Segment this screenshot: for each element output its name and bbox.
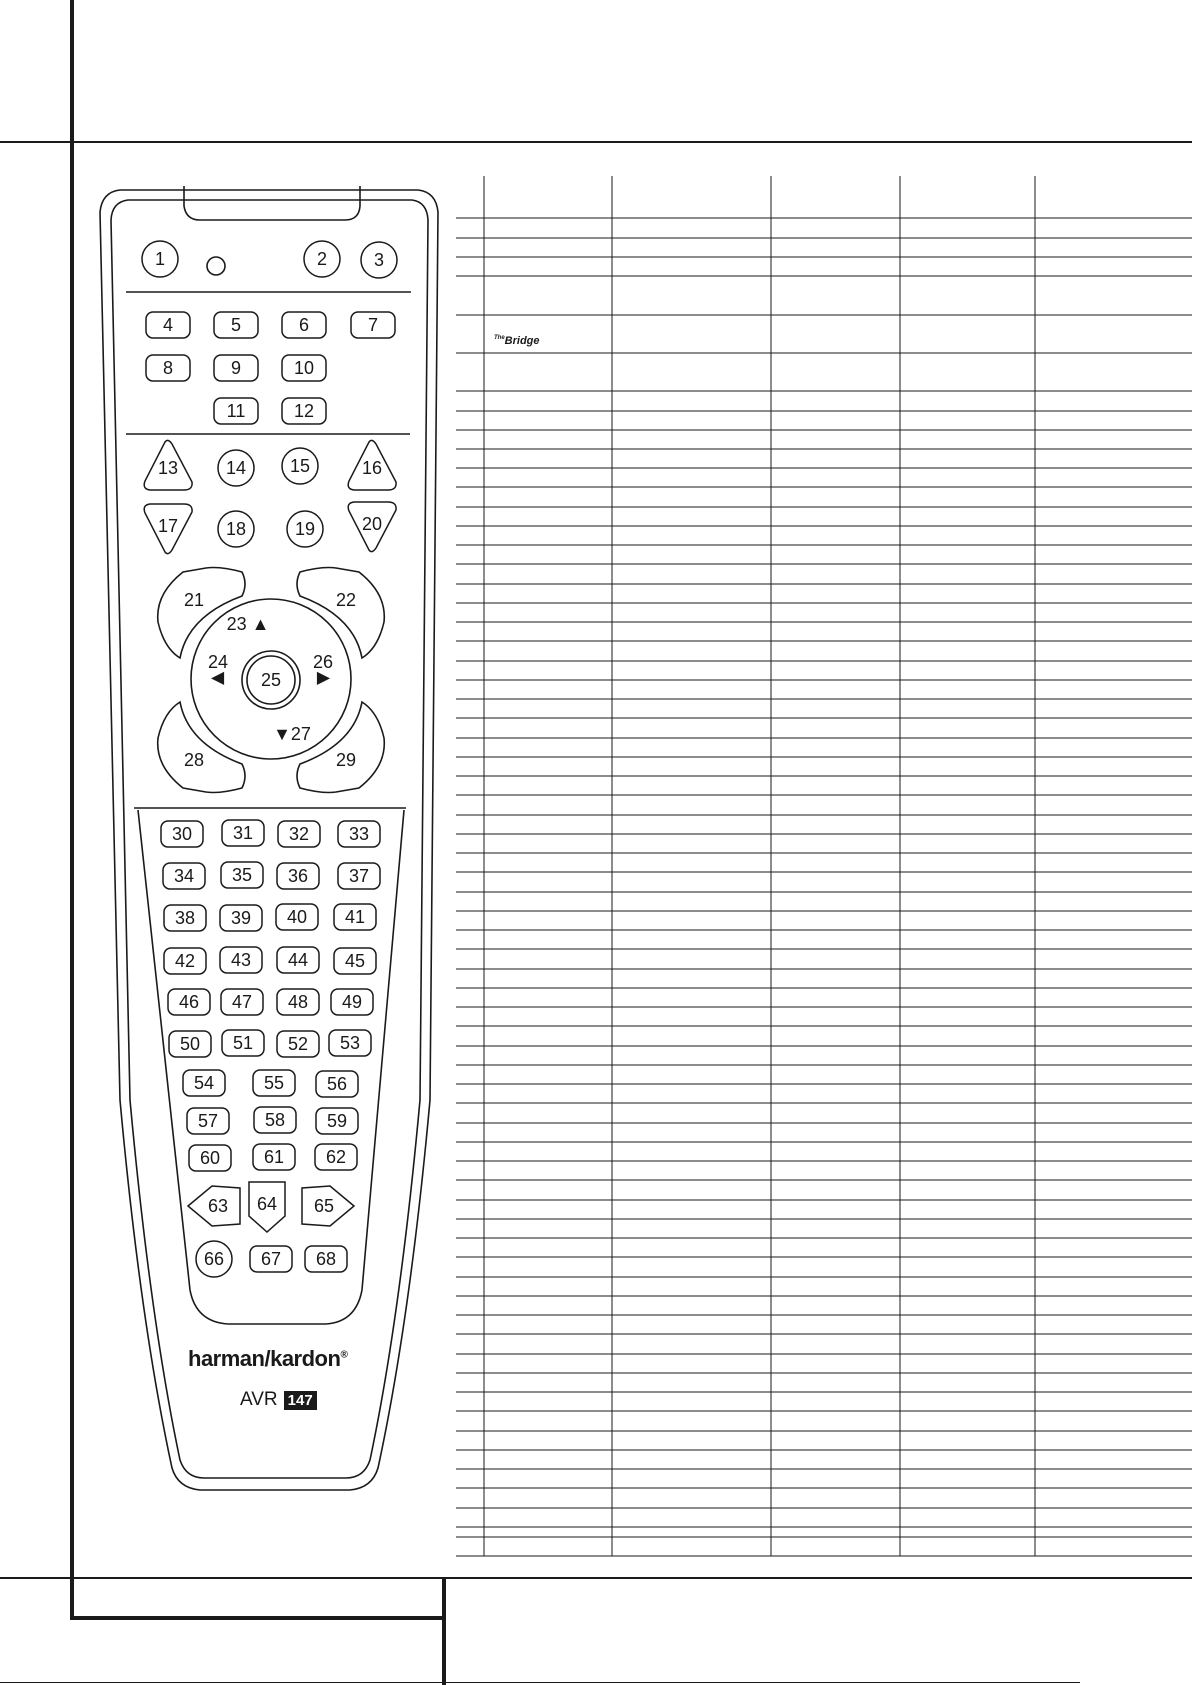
remote-button-label-22: 22 [335,590,357,610]
remote-button-label-10: 10 [293,358,315,378]
remote-button-label-64: 64 [256,1194,278,1214]
remote-button-label-33: 33 [348,824,370,844]
remote-button-label-15: 15 [289,456,311,476]
brand-name: harman/kardon [188,1346,341,1371]
model-number: 147 [284,1391,317,1410]
remote-button-label-50: 50 [179,1034,201,1054]
remote-button-label-28: 28 [183,750,205,770]
remote-button-label-38: 38 [174,908,196,928]
remote-button-label-27: ▼27 [273,724,311,744]
remote-button-label-45: 45 [344,951,366,971]
remote-button-label-35: 35 [231,865,253,885]
remote-button-label-18: 18 [225,519,247,539]
remote-button-label-26: 26 [312,652,334,672]
remote-button-label-16: 16 [361,458,383,478]
remote-button-label-1: 1 [154,249,166,269]
remote-button-label-12: 12 [293,401,315,421]
remote-button-label-65: 65 [313,1196,335,1216]
remote-button-label-42: 42 [174,951,196,971]
remote-button-label-49: 49 [341,992,363,1012]
remote-button-label-52: 52 [287,1034,309,1054]
arrow-left-icon: ◀ [212,669,224,685]
remote-button-label-66: 66 [203,1249,225,1269]
remote-button-label-32: 32 [288,824,310,844]
remote-button-label-51: 51 [232,1033,254,1053]
remote-button-label-61: 61 [263,1147,285,1167]
arrow-right-icon: ▶ [317,669,329,685]
remote-button-label-8: 8 [162,358,174,378]
bridge-logo-prefix: The [494,335,505,341]
model-prefix: AVR [240,1389,278,1410]
remote-button-label-30: 30 [171,824,193,844]
remote-button-label-57: 57 [197,1111,219,1131]
remote-button-label-9: 9 [230,358,242,378]
remote-button-label-39: 39 [230,908,252,928]
remote-button-label-68: 68 [315,1249,337,1269]
remote-button-label-5: 5 [230,315,242,335]
remote-button-label-25: 25 [260,670,282,690]
remote-button-label-37: 37 [348,866,370,886]
remote-button-label-48: 48 [287,992,309,1012]
remote-button-label-60: 60 [199,1148,221,1168]
the-bridge-logo [494,335,540,347]
remote-button-label-47: 47 [231,992,253,1012]
remote-button-label-11: 11 [226,401,246,421]
brand-registered-mark: ® [340,1349,348,1361]
remote-button-label-62: 62 [325,1147,347,1167]
remote-button-label-46: 46 [178,992,200,1012]
remote-button-label-54: 54 [193,1073,215,1093]
remote-button-label-23: 23 ▲ [226,614,270,634]
remote-button-label-19: 19 [294,519,316,539]
remote-button-label-24: 24 [207,652,229,672]
remote-button-label-4: 4 [162,315,174,335]
remote-button-label-67: 67 [260,1249,282,1269]
remote-button-label-13: 13 [157,458,179,478]
remote-button-label-3: 3 [373,250,385,270]
remote-button-label-56: 56 [326,1074,348,1094]
remote-button-label-36: 36 [287,866,309,886]
remote-button-label-40: 40 [286,907,308,927]
bridge-logo-text: Bridge [504,335,540,347]
remote-button-label-7: 7 [367,315,379,335]
remote-button-label-21: 21 [183,590,205,610]
remote-button-label-34: 34 [173,866,195,886]
remote-button-label-44: 44 [287,950,309,970]
model-badge [240,1389,317,1411]
remote-button-label-43: 43 [230,950,252,970]
remote-button-label-59: 59 [326,1111,348,1131]
remote-button-label-6: 6 [298,315,310,335]
remote-button-label-55: 55 [263,1073,285,1093]
remote-button-label-31: 31 [232,823,254,843]
remote-button-label-17: 17 [157,516,179,536]
remote-button-label-58: 58 [264,1110,286,1130]
remote-button-label-63: 63 [207,1196,229,1216]
brand-logo [188,1346,347,1372]
remote-button-label-14: 14 [225,458,247,478]
remote-button-label-29: 29 [335,750,357,770]
remote-button-label-53: 53 [339,1033,361,1053]
remote-button-label-2: 2 [316,249,328,269]
remote-button-label-41: 41 [344,907,366,927]
remote-button-label-20: 20 [361,514,383,534]
